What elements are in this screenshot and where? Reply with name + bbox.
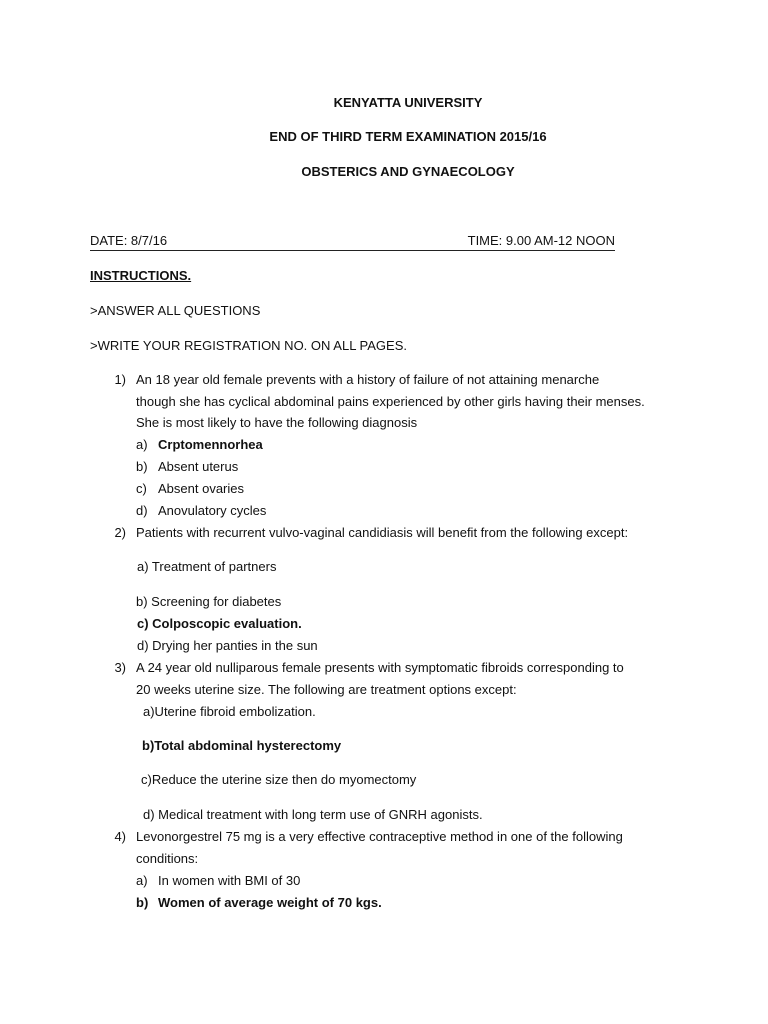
question-text-line: A 24 year old nulliparous female presents with symptomatic fibroids corresponding to <box>136 660 624 675</box>
question-text-line: Levonorgestrel 75 mg is a very effective contraceptive method in one of the following <box>136 829 623 844</box>
option-text: Absent uterus <box>158 459 239 474</box>
option-label: d) <box>136 503 148 518</box>
option-b: b)Total abdominal hysterectomy <box>142 738 342 753</box>
question-text-line: Patients with recurrent vulvo-vaginal candidiasis will benefit from the following except: <box>136 525 629 540</box>
subject-title: OBSTERICS AND GYNAECOLOGY <box>301 164 515 179</box>
option-a: a)Uterine fibroid embolization. <box>143 704 316 719</box>
date-time-line <box>90 232 615 251</box>
option-label: b) <box>136 895 149 910</box>
question-text-line: though she has cyclical abdominal pains experienced by other girls having their menses. <box>136 394 645 409</box>
option-c: c)Reduce the uterine size then do myomectomy <box>141 772 417 787</box>
instruction-registration: >WRITE YOUR REGISTRATION NO. ON ALL PAGES. <box>90 338 407 353</box>
question-number: 1) <box>114 372 126 387</box>
exam-title: END OF THIRD TERM EXAMINATION 2015/16 <box>269 129 547 144</box>
question-text-line: conditions: <box>136 851 199 866</box>
option-c: c) Colposcopic evaluation. <box>137 616 302 631</box>
question-number: 4) <box>114 829 126 844</box>
option-label: a) <box>136 437 148 452</box>
option-a: a) Treatment of partners <box>137 559 277 574</box>
question-number: 2) <box>114 525 126 540</box>
university-title: KENYATTA UNIVERSITY <box>333 95 483 110</box>
option-text: Anovulatory cycles <box>158 503 267 518</box>
instructions-heading: INSTRUCTIONS. <box>90 268 192 283</box>
exam-time: TIME: 9.00 AM-12 NOON <box>467 233 615 248</box>
question-text-line: 20 weeks uterine size. The following are treatment options except: <box>136 682 517 697</box>
option-label: b) <box>136 459 148 474</box>
instruction-answer-all: >ANSWER ALL QUESTIONS <box>90 303 261 318</box>
option-b: b) Screening for diabetes <box>136 594 282 609</box>
question-text-line: An 18 year old female prevents with a history of failure of not attaining menarche <box>136 372 600 387</box>
question-number: 3) <box>114 660 126 675</box>
option-label: a) <box>136 873 148 888</box>
option-text: Women of average weight of 70 kgs. <box>158 895 382 910</box>
option-text: Crptomennorhea <box>158 437 263 452</box>
option-label: c) <box>136 481 147 496</box>
option-d: d) Drying her panties in the sun <box>137 638 318 653</box>
option-text: In women with BMI of 30 <box>158 873 301 888</box>
option-text: Absent ovaries <box>158 481 244 496</box>
exam-date: DATE: 8/7/16 <box>90 233 168 248</box>
option-d: d) Medical treatment with long term use of GNRH agonists. <box>143 807 483 822</box>
question-text-line: She is most likely to have the following diagnosis <box>136 415 418 430</box>
